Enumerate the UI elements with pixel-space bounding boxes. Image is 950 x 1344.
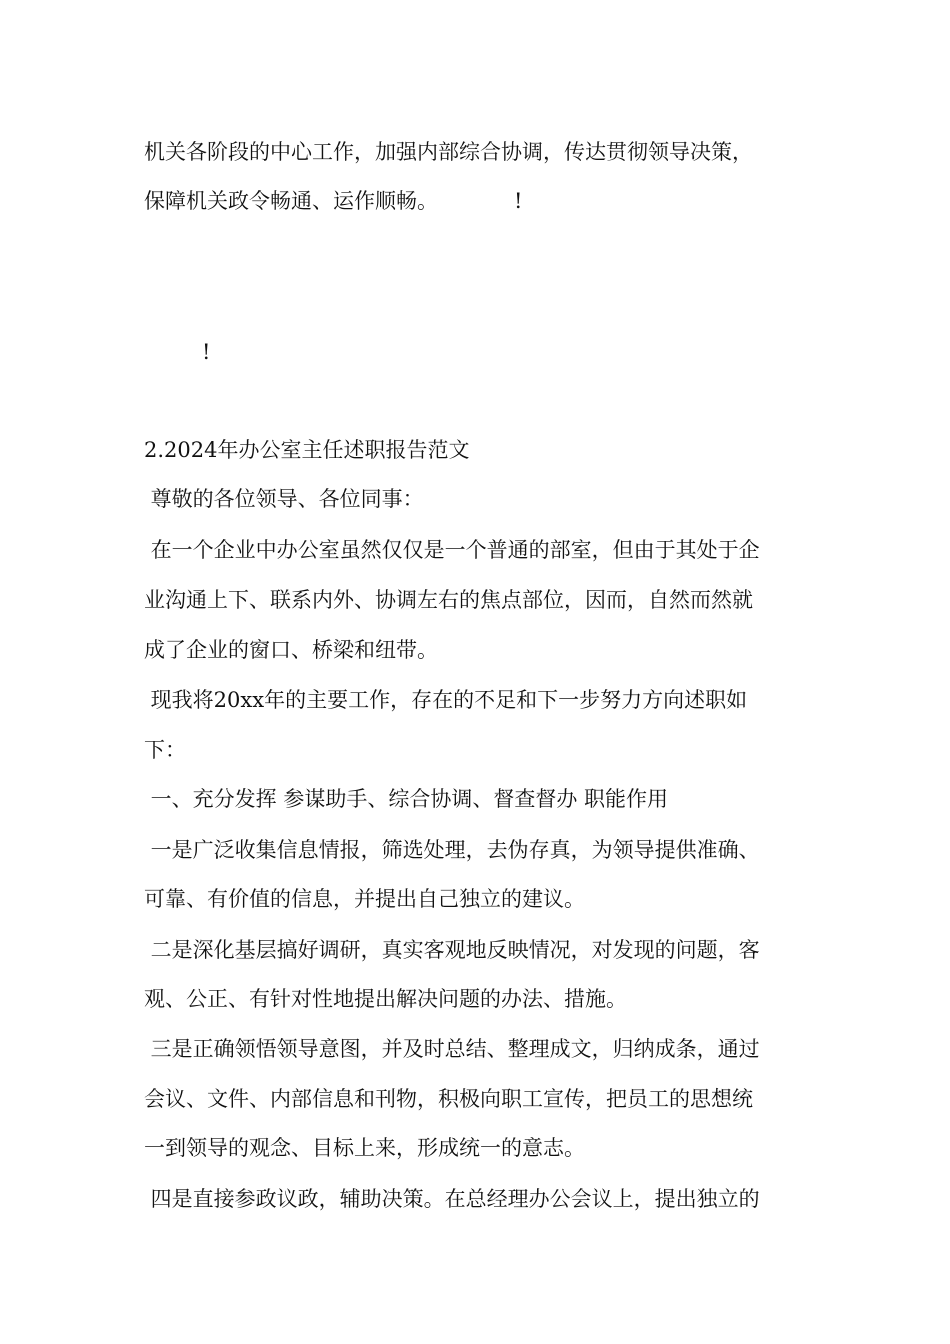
body-line-15: 四是直接参政议政，辅助决策。在总经理办公会议上，提出独立的 [144,1187,760,1211]
body-line-10: 二是深化基层搞好调研，真实客观地反映情况，对发现的问题，客 [144,938,760,962]
intro-line-2: 保障机关政令畅通、运作顺畅。 [144,189,438,213]
intro-line-1: 机关各阶段的中心工作，加强内部综合协调，传达贯彻领导决策， [144,140,753,164]
body-line-3: 业沟通上下、联系内外、协调左右的焦点部位，因而，自然而然就 [144,588,753,612]
body-line-4: 成了企业的窗口、桥梁和纽带。 [144,638,438,662]
section-title: 2.2024年办公室主任述职报告范文 [144,438,470,462]
body-line-6: 下： [144,738,186,762]
body-line-8: 一是广泛收集信息情报，筛选处理，去伪存真，为领导提供准确、 [144,838,760,862]
body-line-1: 尊敬的各位领导、各位同事： [144,487,424,511]
body-line-2: 在一个企业中办公室虽然仅仅是一个普通的部室，但由于其处于企 [144,538,760,562]
body-line-14: 一到领导的观念、目标上来，形成统一的意志。 [144,1136,585,1160]
body-line-5: 现我将20xx年的主要工作，存在的不足和下一步努力方向述职如 [144,688,748,712]
body-line-12: 三是正确领悟领导意图，并及时总结、整理成文，归纳成条，通过 [144,1037,760,1061]
body-line-11: 观、公正、有针对性地提出解决问题的办法、措施。 [144,987,627,1011]
body-line-13: 会议、文件、内部信息和刊物，积极向职工宣传，把员工的思想统 [144,1087,753,1111]
exclamation-mark-2: ! [202,340,211,364]
body-line-9: 可靠、有价值的信息，并提出自己独立的建议。 [144,887,585,911]
exclamation-mark-1: ! [514,189,523,213]
body-line-7: 一、充分发挥 参谋助手、综合协调、督查督办 职能作用 [144,787,669,811]
